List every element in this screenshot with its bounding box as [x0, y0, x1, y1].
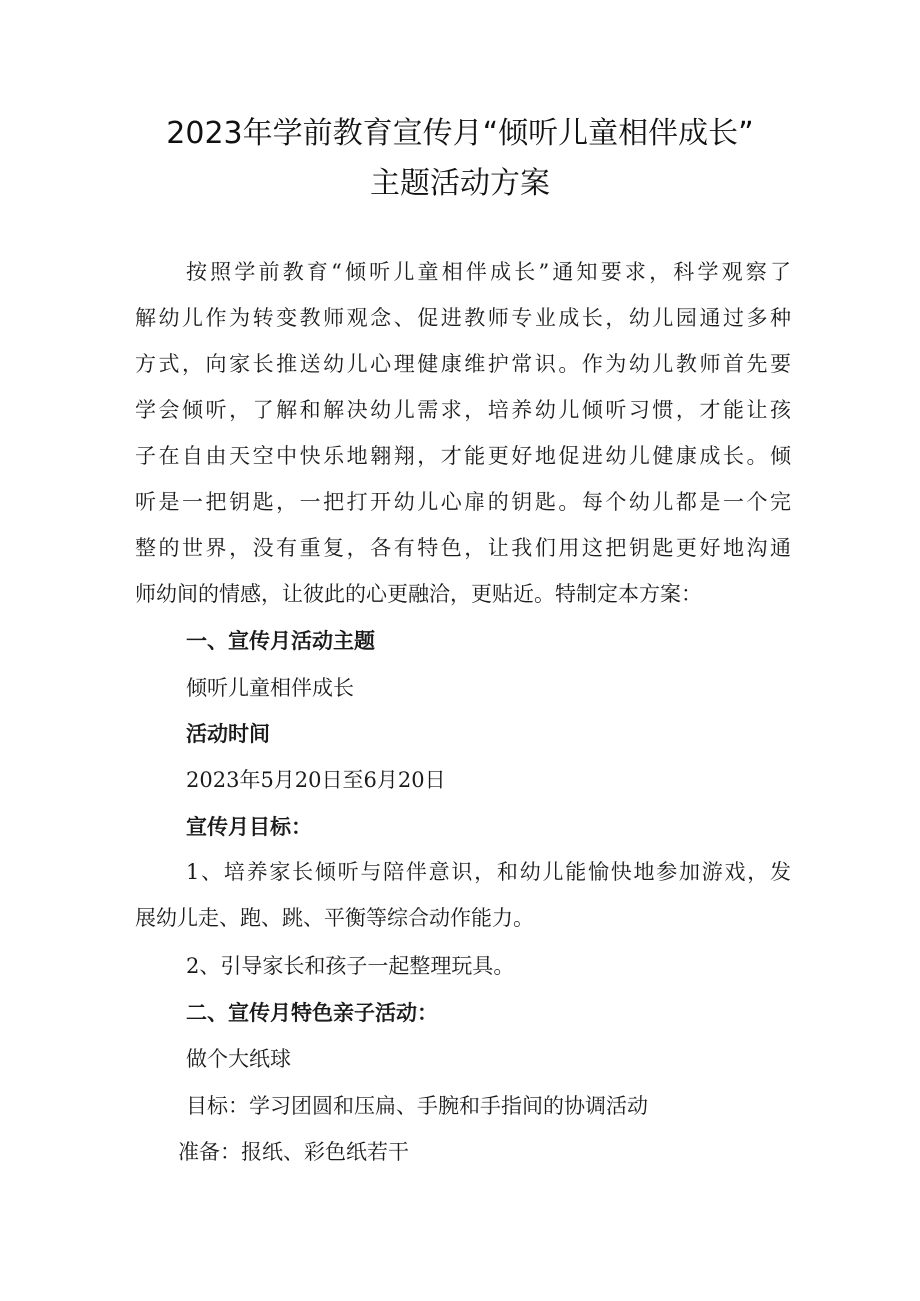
theme-text: 倾听儿童相伴成长	[186, 676, 354, 700]
section1-heading: 一、宣传月活动主题	[186, 629, 375, 653]
intro-paragraph-line: 按照学前教育“倾听儿童相伴成长”通知要求，科学观察了	[186, 260, 791, 284]
intro-paragraph-line: 学会倾听，了解和解决幼儿需求，培养幼儿倾听习惯，才能让孩	[135, 398, 791, 422]
intro-paragraph-line: 整的世界，没有重复，各有特色，让我们用这把钥匙更好地沟通	[135, 536, 791, 560]
time-heading: 活动时间	[186, 722, 270, 746]
document-title-line2: 主题活动方案	[370, 166, 550, 201]
section2-heading: 二、宣传月特色亲子活动：	[186, 1001, 438, 1025]
goal1-line: 展幼儿走、跑、跳、平衡等综合动作能力。	[135, 906, 534, 930]
goal-heading: 宣传月目标：	[186, 815, 312, 839]
intro-paragraph-line: 师幼间的情感，让彼此的心更融洽，更贴近。特制定本方案：	[135, 582, 702, 606]
goal1-line: 1、培养家长倾听与陪伴意识，和幼儿能愉快地参加游戏，发	[186, 860, 791, 884]
intro-paragraph-line: 解幼儿作为转变教师观念、促进教师专业成长，幼儿园通过多种	[135, 306, 791, 330]
intro-paragraph-line: 方式，向家长推送幼儿心理健康维护常识。作为幼儿教师首先要	[135, 352, 791, 376]
intro-paragraph-line: 子在自由天空中快乐地翱翔，才能更好地促进幼儿健康成长。倾	[135, 444, 791, 468]
time-value: 2023年5月20日至6月20日	[186, 768, 446, 792]
document-title-line1: 2023年学前教育宣传月“倾听儿童相伴成长”	[166, 116, 754, 151]
intro-paragraph-line: 听是一把钥匙，一把打开幼儿心扉的钥匙。每个幼儿都是一个完	[135, 490, 791, 514]
activity-prep: 准备：报纸、彩色纸若干	[178, 1140, 409, 1164]
activity-name: 做个大纸球	[186, 1047, 291, 1071]
activity-goal: 目标：学习团圆和压扁、手腕和手指间的协调活动	[186, 1094, 648, 1118]
goal2-text: 2、引导家长和孩子一起整理玩具。	[186, 954, 515, 978]
